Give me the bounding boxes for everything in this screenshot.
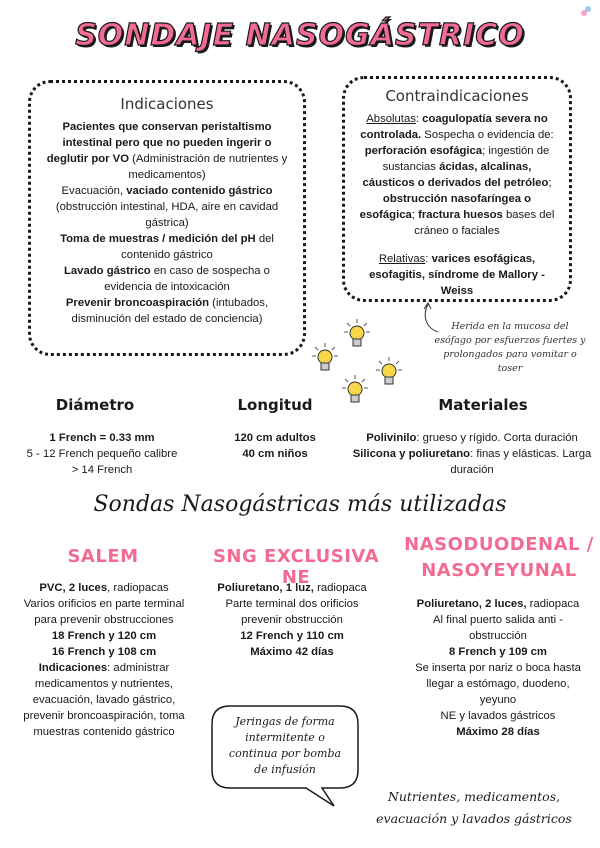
- diametro-line: > 14 French: [71, 464, 133, 476]
- contraindicaciones-box: [342, 76, 572, 302]
- indicaciones-box: [28, 80, 306, 356]
- indicacion-item: Lavado gástrico en caso de sospecha o evidencia de intoxicación: [64, 265, 270, 293]
- indicacion-item: Toma de muestras / medición del pH del contenido gástrico: [60, 233, 274, 261]
- bubble-text: Jeringas de forma intermitente o continua por bomba de infusión: [228, 715, 342, 776]
- page-title: SONDAJE NASOGÁSTRICO: [75, 18, 525, 53]
- lightbulb-icon: [342, 374, 368, 413]
- materiales-section: [350, 430, 594, 478]
- naso-heading: [404, 532, 594, 584]
- naso-line: Poliuretano, 2 luces, radiopaca: [416, 598, 580, 610]
- salem-line: Indicaciones: administrar medicamentos y nutrientes, evacuación, lavado gástrico, prevenir broncoaspiración, toma muestras contenido gástrico: [23, 662, 185, 738]
- diametro-section: [4, 430, 200, 478]
- salem-heading: SALEM: [67, 546, 139, 567]
- naso-line: 8 French y 109 cm: [449, 646, 547, 658]
- contraindicaciones-heading: Contraindicaciones: [385, 87, 529, 105]
- sondas-heading: Sondas Nasogástricas más utilizadas: [93, 492, 507, 517]
- indicaciones-heading: Indicaciones: [120, 95, 214, 113]
- naso-line: NE y lavados gástricos: [440, 710, 556, 722]
- longitud-line: 120 cm adultos: [234, 432, 316, 444]
- naso-line: Se inserta por nariz o boca hasta llegar a estómago, duodeno, yeyuno: [415, 662, 581, 706]
- naso-line: Al final puerto salida anti - obstrucción: [433, 614, 563, 642]
- naso-heading-line1: NASODUODENAL /: [404, 534, 594, 555]
- indicacion-item: Pacientes que conservan peristaltismo intestinal pero que no pueden ingerir o deglutir por VO (Administración de nutrientes y medicamentos): [46, 121, 288, 181]
- material-line: Polivinilo: grueso y rígido. Corta duración: [366, 432, 578, 444]
- sng-heading: SNG EXCLUSIVA NE: [212, 546, 380, 588]
- sng-line: 12 French y 110 cm: [240, 630, 344, 642]
- diametro-line: 5 - 12 French pequeño calibre: [26, 448, 178, 460]
- naso-section: [408, 596, 588, 740]
- sng-line: Máximo 42 días: [250, 646, 334, 658]
- salem-line: 16 French y 108 cm: [51, 646, 157, 658]
- lightbulb-icon: [312, 342, 338, 381]
- corner-decoration: [580, 4, 592, 16]
- material-line: Silicona y poliuretano: finas y elásticas. Larga duración: [352, 448, 592, 476]
- absolutas-text: Absolutas: coagulopatía severa no controlada. Sospecha o evidencia de: perforación esofágica; ingestión de sustancias ácidas, alcalinas, cáusticos o derivados del petróleo; obstrucción nasofaríngea o esofágica; fractura huesos bases del cráneo o faciales: [359, 113, 555, 237]
- bottom-note: Nutrientes, medicamentos, evacuación y lavados gástricos: [376, 789, 572, 826]
- diametro-heading: Diámetro: [55, 396, 135, 414]
- lightbulb-icon: [376, 356, 402, 395]
- indicacion-item: Evacuación, vaciado contenido gástrico (obstrucción intestinal, HDA, aire en cavidad gástrica): [55, 185, 279, 229]
- lightbulb-icon: [344, 318, 370, 357]
- naso-line: Máximo 28 días: [456, 726, 540, 738]
- sng-line: Poliuretano, 1 luz, radiopaca: [217, 582, 367, 594]
- indicacion-item: Prevenir broncoaspiración (intubados, disminución del estado de conciencia): [65, 297, 269, 325]
- salem-section: [18, 580, 190, 740]
- speech-bubble: [210, 704, 360, 808]
- salem-line: Varios orificios en parte terminal para prevenir obstrucciones: [23, 598, 185, 626]
- diametro-line: 1 French = 0.33 mm: [49, 432, 155, 444]
- longitud-heading: Longitud: [237, 396, 313, 414]
- sng-line: Parte terminal dos orificios prevenir obstrucción: [225, 598, 359, 626]
- herida-note: Herida en la mucosa del esófago por esfuerzos fuertes y prolongados para vomitar o toser: [434, 321, 586, 374]
- materiales-heading: Materiales: [438, 396, 528, 414]
- longitud-section: [200, 430, 350, 462]
- relativas-text: Relativas: varices esofágicas, esofagitis, síndrome de Mallory - Weiss: [369, 253, 545, 297]
- longitud-line: 40 cm niños: [242, 448, 308, 460]
- salem-line: 18 French y 120 cm: [51, 630, 157, 642]
- naso-heading-line2: NASOYEYUNAL: [421, 560, 577, 581]
- salem-line: PVC, 2 luces, radiopacas: [39, 582, 169, 594]
- sng-section: [204, 580, 380, 660]
